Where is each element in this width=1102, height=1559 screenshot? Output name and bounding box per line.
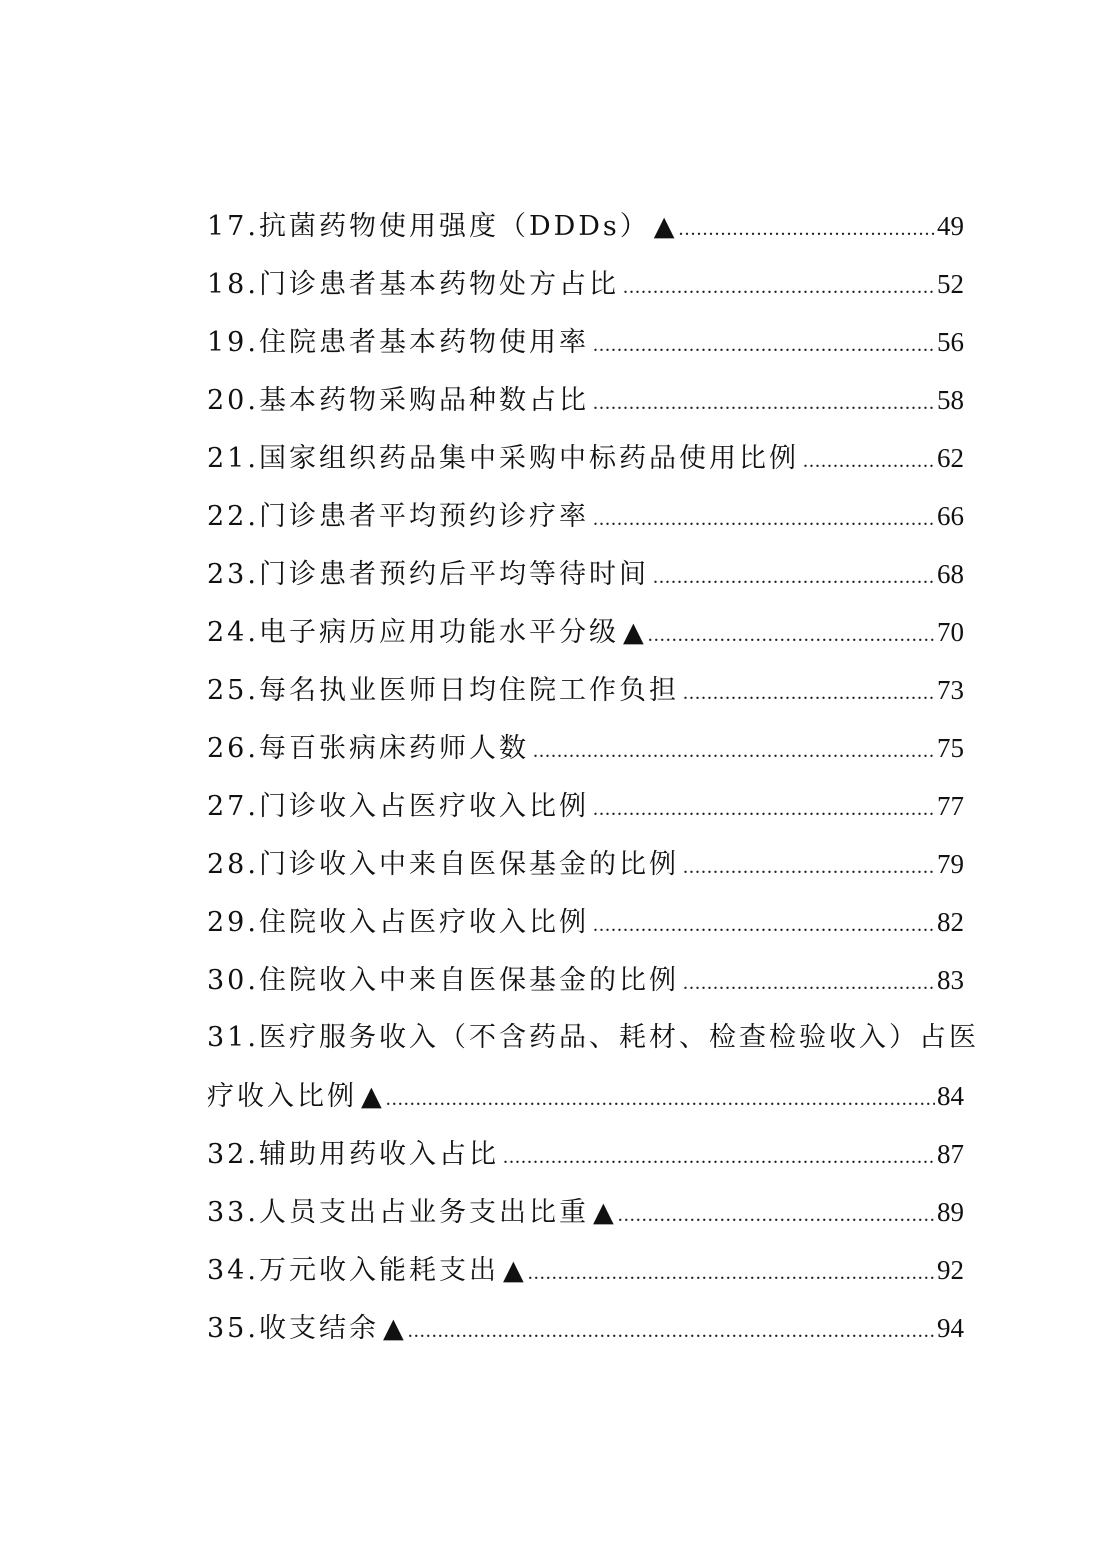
triangle-marker-icon: ▲ (502, 1255, 524, 1286)
dot-leader (683, 664, 935, 722)
dot-leader (503, 1128, 935, 1186)
toc-entry-title: 32.辅助用药收入占比 (207, 1139, 499, 1170)
toc-entry-title: 26.每百张病床药师人数 (207, 733, 529, 764)
toc-entry[interactable] (207, 371, 964, 429)
toc-page-number: 49 (937, 211, 964, 241)
toc-page-number: 70 (937, 617, 964, 647)
triangle-marker-icon: ▲ (592, 1197, 614, 1228)
dot-leader (623, 258, 935, 316)
toc-entry-title-line1[interactable]: 31.医疗服务收入（不含药品、耗材、检查检验收入）占医 (207, 1022, 979, 1053)
toc-entry[interactable] (207, 197, 964, 255)
toc-page-number: 77 (937, 791, 964, 821)
toc-entry-title: 25.每名执业医师日均住院工作负担 (207, 675, 679, 706)
toc-page-number: 66 (937, 501, 964, 531)
toc-entry[interactable] (207, 719, 964, 777)
toc-entry[interactable] (207, 1183, 964, 1241)
toc-entry-title: 34.万元收入能耗支出 ▲ (207, 1255, 524, 1286)
toc-page-number: 62 (937, 443, 964, 473)
dot-leader (593, 490, 935, 548)
toc-page-number: 79 (937, 849, 964, 879)
toc-entry[interactable] (207, 313, 964, 371)
toc-entry[interactable] (207, 255, 964, 313)
toc-entry[interactable] (207, 661, 964, 719)
toc-page-number: 68 (937, 559, 964, 589)
toc-entry[interactable] (207, 951, 964, 1009)
toc-entry[interactable] (207, 487, 964, 545)
dot-leader (648, 606, 935, 664)
toc-page-number: 84 (937, 1081, 964, 1111)
toc-page-number: 56 (937, 327, 964, 357)
triangle-marker-icon: ▲ (622, 617, 644, 648)
dot-leader (618, 1186, 935, 1244)
dot-leader (653, 548, 935, 606)
dot-leader (528, 1244, 935, 1302)
toc-entry-title: 18.门诊患者基本药物处方占比 (207, 269, 619, 300)
toc-entry[interactable] (207, 835, 964, 893)
toc-entry-title: 33.人员支出占业务支出比重 ▲ (207, 1197, 614, 1228)
toc-entry[interactable] (207, 1241, 964, 1299)
toc-entry[interactable] (207, 1299, 964, 1357)
triangle-marker-icon: ▲ (653, 211, 675, 242)
toc-entry-title: 28.门诊收入中来自医保基金的比例 (207, 849, 679, 880)
toc-entry[interactable] (207, 545, 964, 603)
dot-leader (683, 838, 935, 896)
toc-entry-title: 疗收入比例 ▲ (207, 1081, 382, 1112)
toc-entry-title: 20.基本药物采购品种数占比 (207, 385, 589, 416)
toc-entry-title: 29.住院收入占医疗收入比例 (207, 907, 589, 938)
dot-leader (679, 200, 935, 258)
triangle-marker-icon: ▲ (361, 1081, 382, 1112)
toc-page-number: 73 (937, 675, 964, 705)
toc-page-number: 75 (937, 733, 964, 763)
toc-page-number: 58 (937, 385, 964, 415)
toc-page-number: 52 (937, 269, 964, 299)
toc-entry-title: 22.门诊患者平均预约诊疗率 (207, 501, 589, 532)
toc-entry-title: 23.门诊患者预约后平均等待时间 (207, 559, 649, 590)
dot-leader (593, 780, 935, 838)
toc-entry-title: 17.抗菌药物使用强度（DDDs） ▲ (207, 211, 675, 242)
toc-entry[interactable] (207, 603, 964, 661)
toc-page-number: 82 (937, 907, 964, 937)
toc-entry-title: 24.电子病历应用功能水平分级 ▲ (207, 617, 644, 648)
toc-page-number: 83 (937, 965, 964, 995)
dot-leader (408, 1302, 935, 1360)
toc-entry-title: 19.住院患者基本药物使用率 (207, 327, 589, 358)
dot-leader (533, 722, 935, 780)
toc-page-number: 87 (937, 1139, 964, 1169)
toc-entry-title: 27.门诊收入占医疗收入比例 (207, 791, 589, 822)
toc-page-number: 92 (937, 1255, 964, 1285)
dot-leader (593, 896, 935, 954)
toc-entry[interactable] (207, 1067, 964, 1125)
toc-entry-title: 35.收支结余 ▲ (207, 1313, 404, 1344)
toc-entry-title: 21.国家组织药品集中采购中标药品使用比例 (207, 443, 799, 474)
dot-leader (593, 374, 935, 432)
table-of-contents (207, 197, 979, 1357)
triangle-marker-icon: ▲ (382, 1313, 404, 1344)
toc-entry-title: 30.住院收入中来自医保基金的比例 (207, 965, 679, 996)
dot-leader (803, 432, 935, 490)
toc-entry[interactable] (207, 893, 964, 951)
dot-leader (593, 316, 935, 374)
toc-page-number: 94 (937, 1313, 964, 1343)
dot-leader (386, 1070, 935, 1128)
toc-entry[interactable] (207, 1125, 964, 1183)
toc-page-number: 89 (937, 1197, 964, 1227)
dot-leader (683, 954, 935, 1012)
toc-entry[interactable] (207, 429, 964, 487)
toc-entry[interactable] (207, 777, 964, 835)
